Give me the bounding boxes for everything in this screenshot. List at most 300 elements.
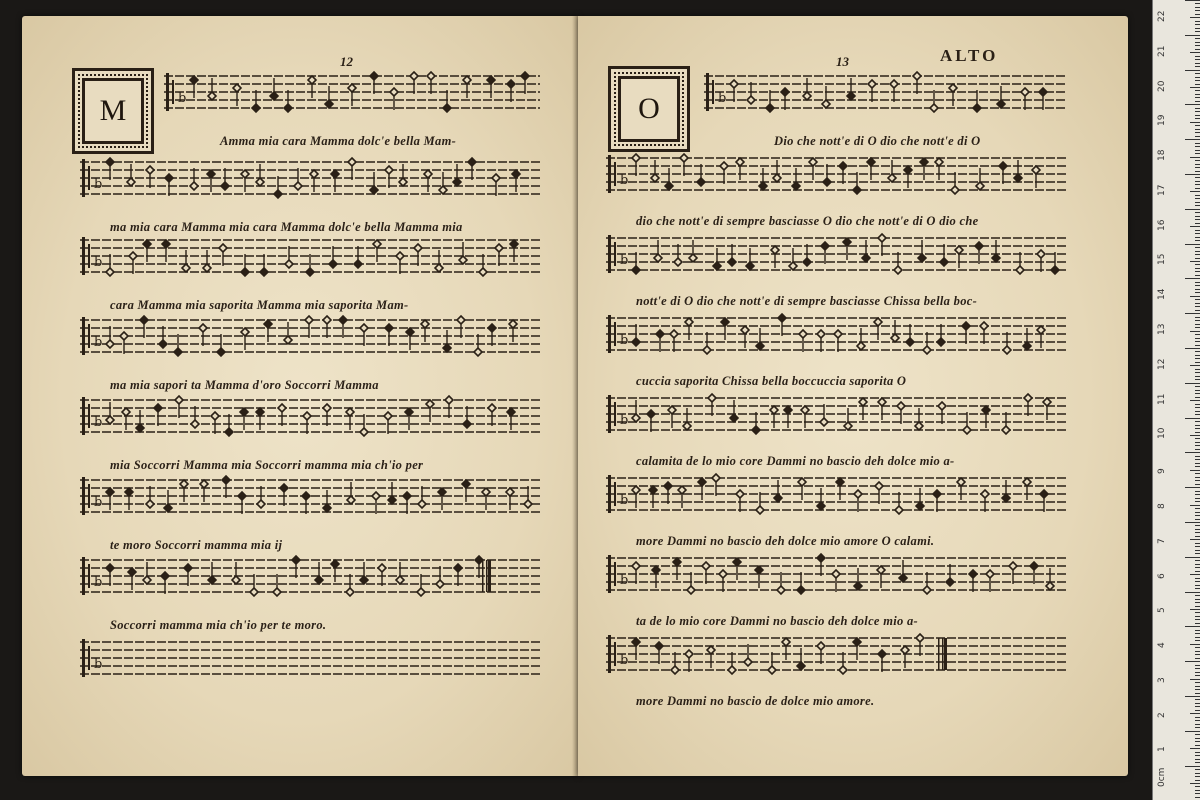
ruler-tick [1195, 376, 1200, 377]
ruler-tick [1195, 550, 1200, 551]
ruler-tick [1195, 80, 1200, 81]
music-staff [606, 632, 1066, 676]
ruler-tick [1190, 87, 1200, 88]
ruler-tick [1190, 226, 1200, 227]
ruler-tick [1185, 452, 1200, 453]
ruler-tick [1195, 97, 1200, 98]
ruler-tick [1195, 3, 1200, 4]
ruler-tick [1195, 372, 1200, 373]
ruler-tick [1195, 310, 1200, 311]
ruler-tick [1190, 331, 1200, 332]
ruler-tick [1185, 209, 1200, 210]
ruler-tick [1195, 699, 1200, 700]
ruler-tick [1195, 230, 1200, 231]
ruler-tick [1190, 52, 1200, 53]
ruler-tick [1195, 171, 1200, 172]
ruler-tick [1185, 313, 1200, 314]
ruler-tick [1195, 153, 1200, 154]
ruler-tick [1195, 668, 1200, 669]
ruler-tick [1195, 289, 1200, 290]
ruler-tick [1185, 35, 1200, 36]
ruler-tick [1195, 195, 1200, 196]
ruler-tick [1195, 494, 1200, 495]
ruler-tick [1185, 522, 1200, 523]
ruler-tick [1195, 271, 1200, 272]
ruler-tick [1185, 104, 1200, 105]
ruler-tick [1195, 143, 1200, 144]
measuring-ruler [1152, 0, 1200, 800]
ruler-tick [1190, 679, 1200, 680]
ruler-tick [1195, 129, 1200, 130]
ruler-tick [1195, 706, 1200, 707]
music-staff [606, 552, 1066, 596]
ruler-tick [1195, 606, 1200, 607]
ruler-label: 13 [1157, 323, 1167, 336]
ruler-tick [1195, 529, 1200, 530]
ruler-tick [1195, 397, 1200, 398]
ruler-tick [1195, 773, 1200, 774]
ruler-tick [1195, 212, 1200, 213]
ruler-tick [1195, 578, 1200, 579]
ruler-tick [1195, 786, 1200, 787]
ruler-tick [1195, 404, 1200, 405]
ruler-tick [1195, 738, 1200, 739]
ruler-tick [1195, 724, 1200, 725]
svg-text:b: b [94, 495, 103, 510]
ruler-tick [1195, 341, 1200, 342]
music-staff [606, 232, 1066, 276]
ruler-tick [1190, 296, 1200, 297]
ruler-tick [1195, 125, 1200, 126]
svg-text:b: b [94, 255, 103, 270]
ruler-tick [1195, 473, 1200, 474]
ruler-tick [1195, 745, 1200, 746]
ruler-tick [1195, 317, 1200, 318]
ruler-label: 11 [1157, 393, 1167, 405]
ruler-tick [1195, 219, 1200, 220]
ruler-tick [1185, 244, 1200, 245]
ruler-tick [1195, 421, 1200, 422]
ruler-label: 21 [1157, 45, 1167, 57]
ruler-tick [1185, 0, 1200, 1]
ruler-tick [1195, 181, 1200, 182]
ruler-tick [1195, 780, 1200, 781]
svg-text:b: b [94, 575, 103, 590]
ruler-tick [1195, 525, 1200, 526]
ruler-tick [1195, 118, 1200, 119]
ruler-tick [1195, 38, 1200, 39]
ruler-tick [1195, 146, 1200, 147]
ruler-tick [1190, 539, 1200, 540]
ruler-tick [1195, 275, 1200, 276]
ruler-label: 3 [1157, 677, 1167, 683]
ruler-tick [1195, 519, 1200, 520]
ruler-tick [1185, 174, 1200, 175]
ruler-tick [1195, 254, 1200, 255]
svg-text:b: b [620, 413, 629, 428]
ruler-tick [1195, 449, 1200, 450]
ruler-tick [1195, 654, 1200, 655]
ruler-tick [1195, 205, 1200, 206]
ruler-tick [1195, 536, 1200, 537]
ruler-label: 20 [1157, 80, 1167, 92]
music-staff [80, 156, 540, 200]
ruler-tick [1190, 400, 1200, 401]
ruler-tick [1195, 672, 1200, 673]
ruler-tick [1190, 261, 1200, 262]
ruler-tick [1195, 619, 1200, 620]
ruler-tick [1190, 748, 1200, 749]
ruler-tick [1195, 7, 1200, 8]
ruler-tick [1195, 752, 1200, 753]
ruler-tick [1190, 17, 1200, 18]
ruler-tick [1190, 365, 1200, 366]
svg-text:b: b [620, 253, 629, 268]
ruler-tick [1195, 630, 1200, 631]
ruler-tick [1195, 369, 1200, 370]
lyric-line: ta de lo mio core Dammi no bascio deh dolce mio a- [636, 614, 918, 628]
ruler-tick [1195, 532, 1200, 533]
ruler-label: 4 [1157, 642, 1167, 649]
lyric-line: cara Mamma mia saporita Mamma mia saporita Mam- [110, 298, 409, 312]
ruler-tick [1195, 693, 1200, 694]
ruler-tick [1195, 111, 1200, 112]
ruler-tick [1195, 741, 1200, 742]
ruler-tick [1195, 769, 1200, 770]
ruler-tick [1195, 56, 1200, 57]
ruler-tick [1185, 487, 1200, 488]
ruler-tick [1195, 150, 1200, 151]
ruler-tick [1195, 612, 1200, 613]
music-staff [80, 234, 540, 278]
ruler-tick [1195, 160, 1200, 161]
part-name: ALTO [940, 46, 999, 65]
ruler-tick [1195, 407, 1200, 408]
ruler-tick [1195, 546, 1200, 547]
svg-text:b: b [620, 173, 629, 188]
ruler-label: 15 [1157, 254, 1167, 266]
ruler-tick [1195, 28, 1200, 29]
ruler-tick [1195, 501, 1200, 502]
ruler-tick [1190, 435, 1200, 436]
ruler-tick [1195, 588, 1200, 589]
music-staff [606, 392, 1066, 436]
ruler-tick [1195, 463, 1200, 464]
ruler-tick [1195, 438, 1200, 439]
ruler-tick [1195, 797, 1200, 798]
ruler-tick [1195, 320, 1200, 321]
ruler-tick [1185, 348, 1200, 349]
ruler-tick [1195, 285, 1200, 286]
ruler-tick [1195, 640, 1200, 641]
ruler-tick [1195, 755, 1200, 756]
ruler-tick [1195, 358, 1200, 359]
ruler-tick [1195, 258, 1200, 259]
ruler-label: 19 [1157, 114, 1167, 127]
ruler-tick [1195, 675, 1200, 676]
ruler-tick [1195, 491, 1200, 492]
ruler-tick [1195, 512, 1200, 513]
ruler-tick [1195, 338, 1200, 339]
lyric-line: more Dammi no bascio de dolce mio amore. [636, 694, 875, 708]
ruler-tick [1190, 470, 1200, 471]
ruler-tick [1195, 585, 1200, 586]
ruler-tick [1195, 414, 1200, 415]
ruler-tick [1195, 24, 1200, 25]
ruler-tick [1195, 543, 1200, 544]
ruler-tick [1195, 651, 1200, 652]
svg-text:b: b [94, 335, 103, 350]
ruler-tick [1195, 386, 1200, 387]
ruler-tick [1195, 327, 1200, 328]
ruler-tick [1195, 45, 1200, 46]
music-staff [80, 474, 540, 518]
ruler-tick [1195, 306, 1200, 307]
ruler-tick [1195, 14, 1200, 15]
ruler-tick [1185, 766, 1200, 767]
ruler-tick [1195, 59, 1200, 60]
ruler-tick [1195, 564, 1200, 565]
lyric-line: Soccorri mamma mia ch'io per te moro. [110, 618, 327, 632]
ruler-tick [1195, 727, 1200, 728]
ruler-tick [1195, 31, 1200, 32]
ruler-tick [1195, 442, 1200, 443]
ruler-tick [1195, 793, 1200, 794]
ruler-tick [1195, 282, 1200, 283]
ruler-tick [1195, 432, 1200, 433]
ruler-tick [1185, 70, 1200, 71]
ruler-label: 1 [1157, 746, 1167, 753]
ruler-label: 16 [1157, 219, 1167, 231]
music-staff [80, 554, 540, 598]
ruler-tick [1195, 84, 1200, 85]
ruler-tick [1195, 647, 1200, 648]
ruler-tick [1195, 703, 1200, 704]
ruler-tick [1195, 595, 1200, 596]
ruler-label: 2 [1157, 711, 1167, 718]
svg-text:b: b [94, 657, 103, 672]
page-number: 12 [340, 54, 353, 69]
ruler-tick [1195, 188, 1200, 189]
ruler-tick [1195, 637, 1200, 638]
ruler-tick [1185, 557, 1200, 558]
ruler-label: 6 [1157, 572, 1167, 579]
ruler-tick [1195, 734, 1200, 735]
ruler-tick [1195, 115, 1200, 116]
ruler-tick [1190, 122, 1200, 123]
ruler-tick [1195, 456, 1200, 457]
ruler-label: 9 [1157, 468, 1167, 475]
ruler-tick [1185, 731, 1200, 732]
ruler-tick [1195, 686, 1200, 687]
ruler-tick [1195, 345, 1200, 346]
ruler-label: 14 [1157, 288, 1167, 301]
lyric-line: Dio che nott'e di O dio che nott'e di O [774, 134, 981, 148]
ruler-tick [1195, 66, 1200, 67]
ruler-tick [1195, 164, 1200, 165]
music-staff [606, 472, 1066, 516]
ruler-tick [1195, 202, 1200, 203]
ruler-tick [1195, 216, 1200, 217]
ruler-label: 7 [1157, 538, 1167, 544]
ruler-tick [1190, 783, 1200, 784]
ruler-label: 22 [1157, 10, 1167, 22]
ruler-tick [1190, 505, 1200, 506]
lyric-line: dio che nott'e di sempre basciasse O dio che nott'e di O dio che [636, 214, 979, 228]
ruler-tick [1195, 581, 1200, 582]
ruler-tick [1195, 49, 1200, 50]
music-staff [164, 70, 540, 114]
ruler-tick [1195, 63, 1200, 64]
ruler-tick [1195, 480, 1200, 481]
ruler-tick [1195, 665, 1200, 666]
ruler-tick [1185, 383, 1200, 384]
lyric-line: Amma mia cara Mamma dolc'e bella Mam- [220, 134, 457, 148]
music-staff [606, 312, 1066, 356]
ruler-tick [1185, 592, 1200, 593]
music-staff [80, 394, 540, 438]
ruler-tick [1195, 184, 1200, 185]
ruler-tick [1195, 240, 1200, 241]
ruler-tick [1195, 425, 1200, 426]
lyric-line: te moro Soccorri mamma mia ij [110, 538, 283, 552]
ruler-tick [1195, 602, 1200, 603]
ruler-tick [1195, 303, 1200, 304]
ruler-tick [1195, 379, 1200, 380]
ruler-tick [1195, 616, 1200, 617]
lyric-line: calamita de lo mio core Dammi no bascio deh dolce mio a- [636, 454, 955, 468]
lyric-line: nott'e di O dio che nott'e di sempre basciasse Chissa bella boc- [636, 294, 978, 308]
ruler-tick [1185, 139, 1200, 140]
ruler-tick [1195, 776, 1200, 777]
ruler-tick [1195, 560, 1200, 561]
ruler-tick [1185, 626, 1200, 627]
svg-text:b: b [718, 91, 727, 106]
ruler-tick [1195, 599, 1200, 600]
ruler-tick [1185, 661, 1200, 662]
ruler-tick [1195, 484, 1200, 485]
lyric-line: cuccia saporita Chissa bella boccuccia saporita O [636, 374, 907, 388]
ruler-tick [1195, 233, 1200, 234]
music-staff [80, 314, 540, 358]
ruler-tick [1195, 411, 1200, 412]
ruler-tick [1195, 553, 1200, 554]
ruler-tick [1195, 108, 1200, 109]
ruler-label: 8 [1157, 503, 1167, 509]
ruler-tick [1195, 498, 1200, 499]
ruler-tick [1195, 567, 1200, 568]
ruler-tick [1195, 355, 1200, 356]
ruler-tick [1190, 574, 1200, 575]
ruler-tick [1185, 278, 1200, 279]
ruler-tick [1195, 459, 1200, 460]
initial-letter: O [638, 92, 660, 125]
ruler-tick [1195, 351, 1200, 352]
ruler-tick [1195, 237, 1200, 238]
ruler-tick [1195, 42, 1200, 43]
ruler-tick [1195, 334, 1200, 335]
ruler-tick [1195, 268, 1200, 269]
music-staff [80, 636, 540, 680]
ruler-tick [1195, 623, 1200, 624]
ruler-tick [1195, 515, 1200, 516]
ruler-tick [1195, 198, 1200, 199]
ruler-tick [1195, 177, 1200, 178]
svg-text:b: b [178, 91, 187, 106]
ruler-tick [1195, 10, 1200, 11]
ruler-tick [1195, 428, 1200, 429]
ruler-tick [1195, 73, 1200, 74]
ruler-tick [1190, 609, 1200, 610]
ruler-tick [1195, 292, 1200, 293]
ruler-tick [1195, 720, 1200, 721]
ruler-tick [1185, 418, 1200, 419]
ruler-tick [1190, 191, 1200, 192]
initial-letter: M [99, 94, 127, 127]
lyric-line: mia Soccorri Mamma mia Soccorri mamma mia ch'io per [110, 458, 424, 472]
ruler-tick [1195, 633, 1200, 634]
page-number: 13 [836, 54, 849, 69]
svg-text:b: b [620, 653, 629, 668]
ruler-tick [1195, 710, 1200, 711]
decorated-initial [72, 68, 154, 154]
ruler-tick [1195, 790, 1200, 791]
ruler-tick [1195, 466, 1200, 467]
svg-text:b: b [94, 177, 103, 192]
ruler-tick [1195, 247, 1200, 248]
ruler-tick [1195, 101, 1200, 102]
lyric-line: ma mia cara Mamma mia cara Mamma dolc'e bella Mamma mia [110, 220, 463, 234]
ruler-tick [1195, 445, 1200, 446]
ruler-label: 0cm [1157, 767, 1167, 788]
svg-text:b: b [620, 333, 629, 348]
ruler-tick [1195, 393, 1200, 394]
ruler-tick [1195, 77, 1200, 78]
right-page [578, 16, 1128, 776]
svg-text:b: b [94, 415, 103, 430]
ruler-tick [1195, 477, 1200, 478]
ruler-tick [1195, 21, 1200, 22]
ruler-label: 17 [1157, 184, 1167, 196]
lyric-line: ma mia sapori ta Mamma d'oro Soccorri Mamma [110, 378, 379, 392]
ruler-tick [1195, 508, 1200, 509]
ruler-tick [1190, 644, 1200, 645]
ruler-label: 5 [1157, 607, 1167, 614]
ruler-label: 12 [1157, 358, 1167, 370]
ruler-tick [1195, 717, 1200, 718]
ruler-tick [1195, 251, 1200, 252]
ruler-tick [1195, 136, 1200, 137]
decorated-initial [608, 66, 690, 152]
ruler-tick [1195, 362, 1200, 363]
ruler-tick [1195, 167, 1200, 168]
music-staff [704, 70, 1066, 114]
ruler-tick [1195, 264, 1200, 265]
ruler-tick [1195, 94, 1200, 95]
lyric-line: more Dammi no bascio deh dolce mio amore O calami. [636, 534, 935, 548]
ruler-tick [1195, 571, 1200, 572]
ruler-tick [1190, 713, 1200, 714]
ruler-tick [1190, 157, 1200, 158]
ruler-tick [1195, 762, 1200, 763]
ruler-tick [1185, 696, 1200, 697]
ruler-tick [1195, 132, 1200, 133]
ruler-tick [1195, 299, 1200, 300]
ruler-tick [1195, 689, 1200, 690]
music-staff [606, 152, 1066, 196]
svg-text:b: b [620, 573, 629, 588]
ruler-tick [1195, 682, 1200, 683]
